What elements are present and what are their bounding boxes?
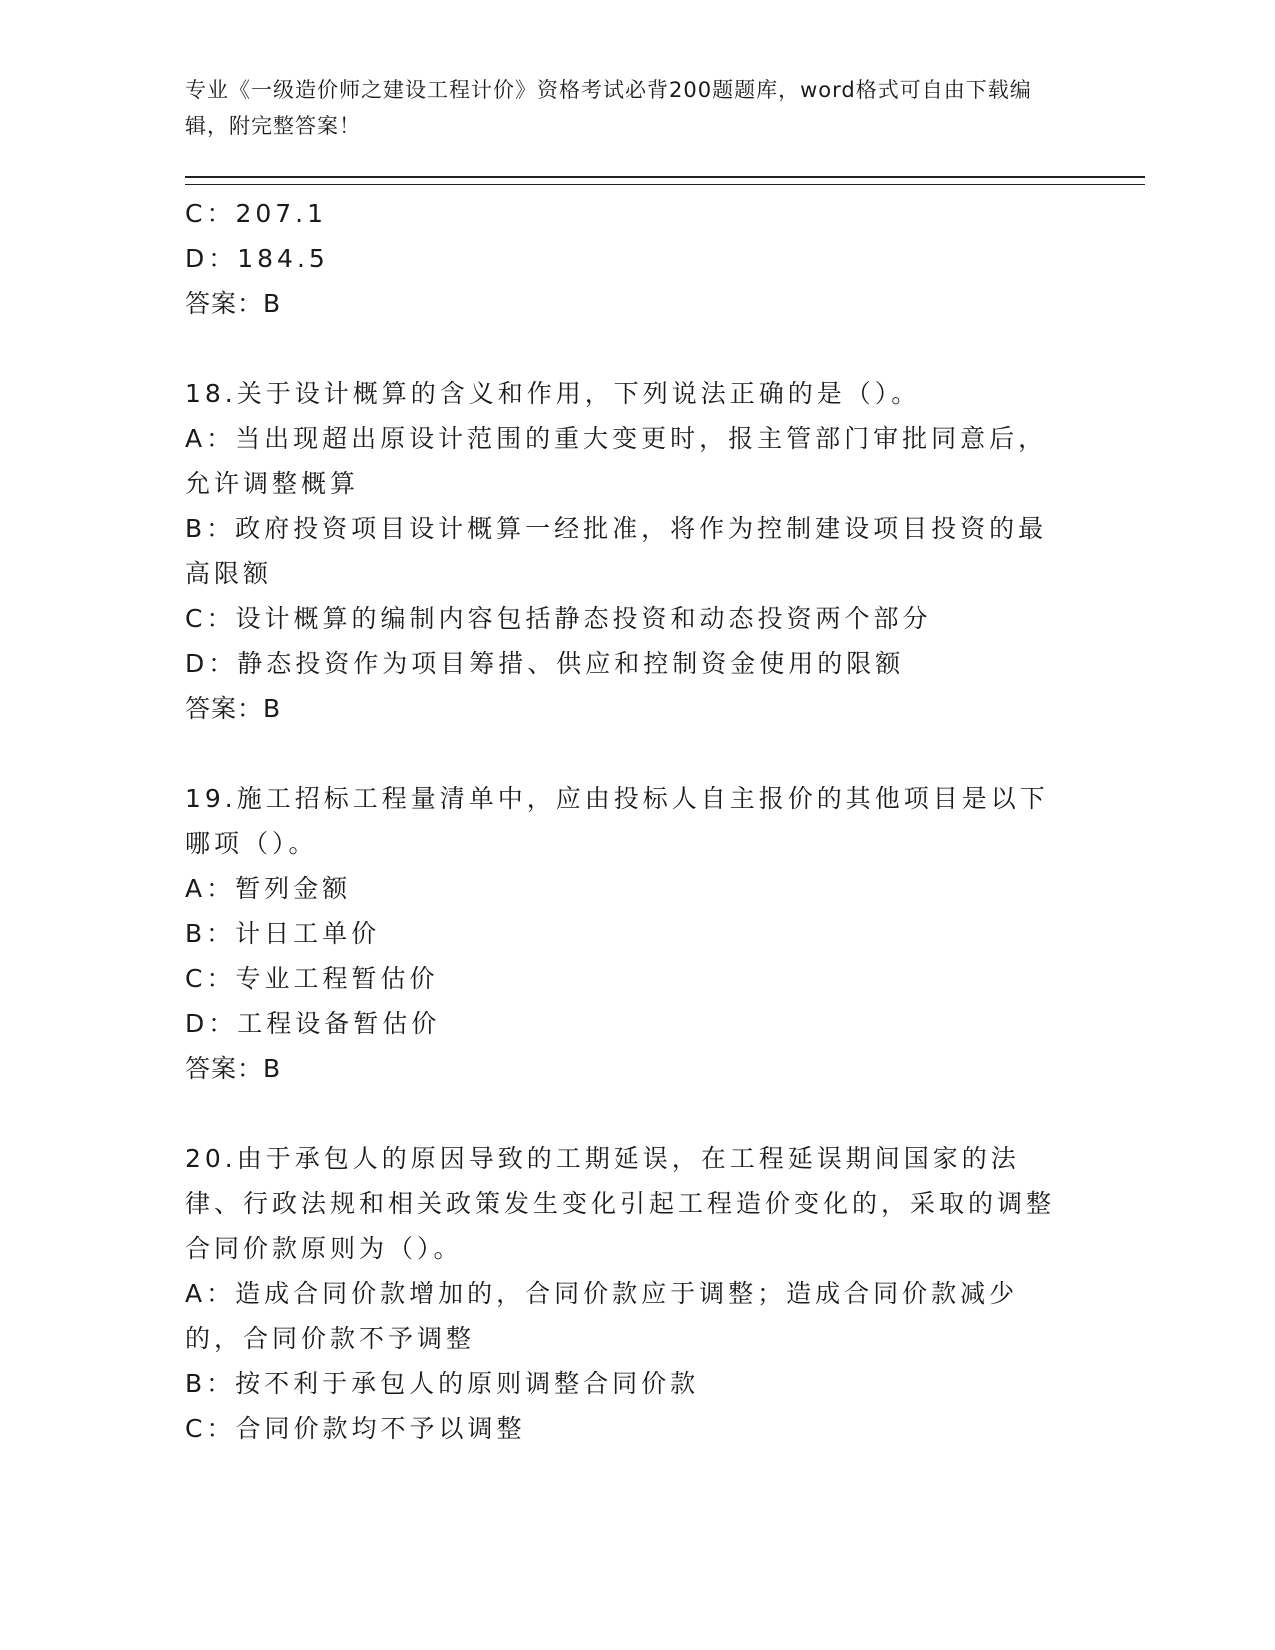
page-header: 专业《一级造价师之建设工程计价》资格考试必背200题题库，word格式可自由下载编辑，附完整答案！ — [185, 78, 1032, 138]
answer-line: 答案：B — [185, 1054, 282, 1083]
option-a: A：暂列金额 — [185, 874, 352, 903]
option-d: D：工程设备暂估价 — [185, 1009, 441, 1038]
option-c: C：专业工程暂估价 — [185, 964, 439, 993]
question-block-18 — [185, 371, 1065, 731]
option-c: C：设计概算的编制内容包括静态投资和动态投资两个部分 — [185, 604, 932, 633]
option-b: B：政府投资项目设计概算一经批准，将作为控制建设项目投资的最高限额 — [185, 514, 1048, 588]
header-divider — [185, 176, 1145, 185]
option-a: A：当出现超出原设计范围的重大变更时，报主管部门审批同意后，允许调整概算 — [185, 424, 1048, 498]
option-d: D：184.5 — [185, 244, 329, 273]
question-block — [185, 191, 1065, 326]
question-stem: 19.施工招标工程量清单中，应由投标人自主报价的其他项目是以下哪项（）。 — [185, 784, 1049, 858]
question-block-19 — [185, 776, 1065, 1091]
document-body — [185, 191, 1065, 1451]
option-d: D：静态投资作为项目筹措、供应和控制资金使用的限额 — [185, 649, 905, 678]
option-c: C：207.1 — [185, 199, 328, 228]
option-b: B：计日工单价 — [185, 919, 381, 948]
question-block-20 — [185, 1136, 1065, 1451]
answer-line: 答案：B — [185, 289, 282, 318]
answer-line: 答案：B — [185, 694, 282, 723]
option-a: A：造成合同价款增加的，合同价款应于调整；造成合同价款减少的，合同价款不予调整 — [185, 1279, 1019, 1353]
option-b: B：按不利于承包人的原则调整合同价款 — [185, 1369, 700, 1398]
question-stem: 20.由于承包人的原因导致的工期延误，在工程延误期间国家的法律、行政法规和相关政策发生变化引起工程造价变化的，采取的调整合同价款原则为（）。 — [185, 1144, 1056, 1263]
question-stem: 18.关于设计概算的含义和作用，下列说法正确的是（）。 — [185, 379, 921, 408]
option-c: C：合同价款均不予以调整 — [185, 1414, 526, 1443]
